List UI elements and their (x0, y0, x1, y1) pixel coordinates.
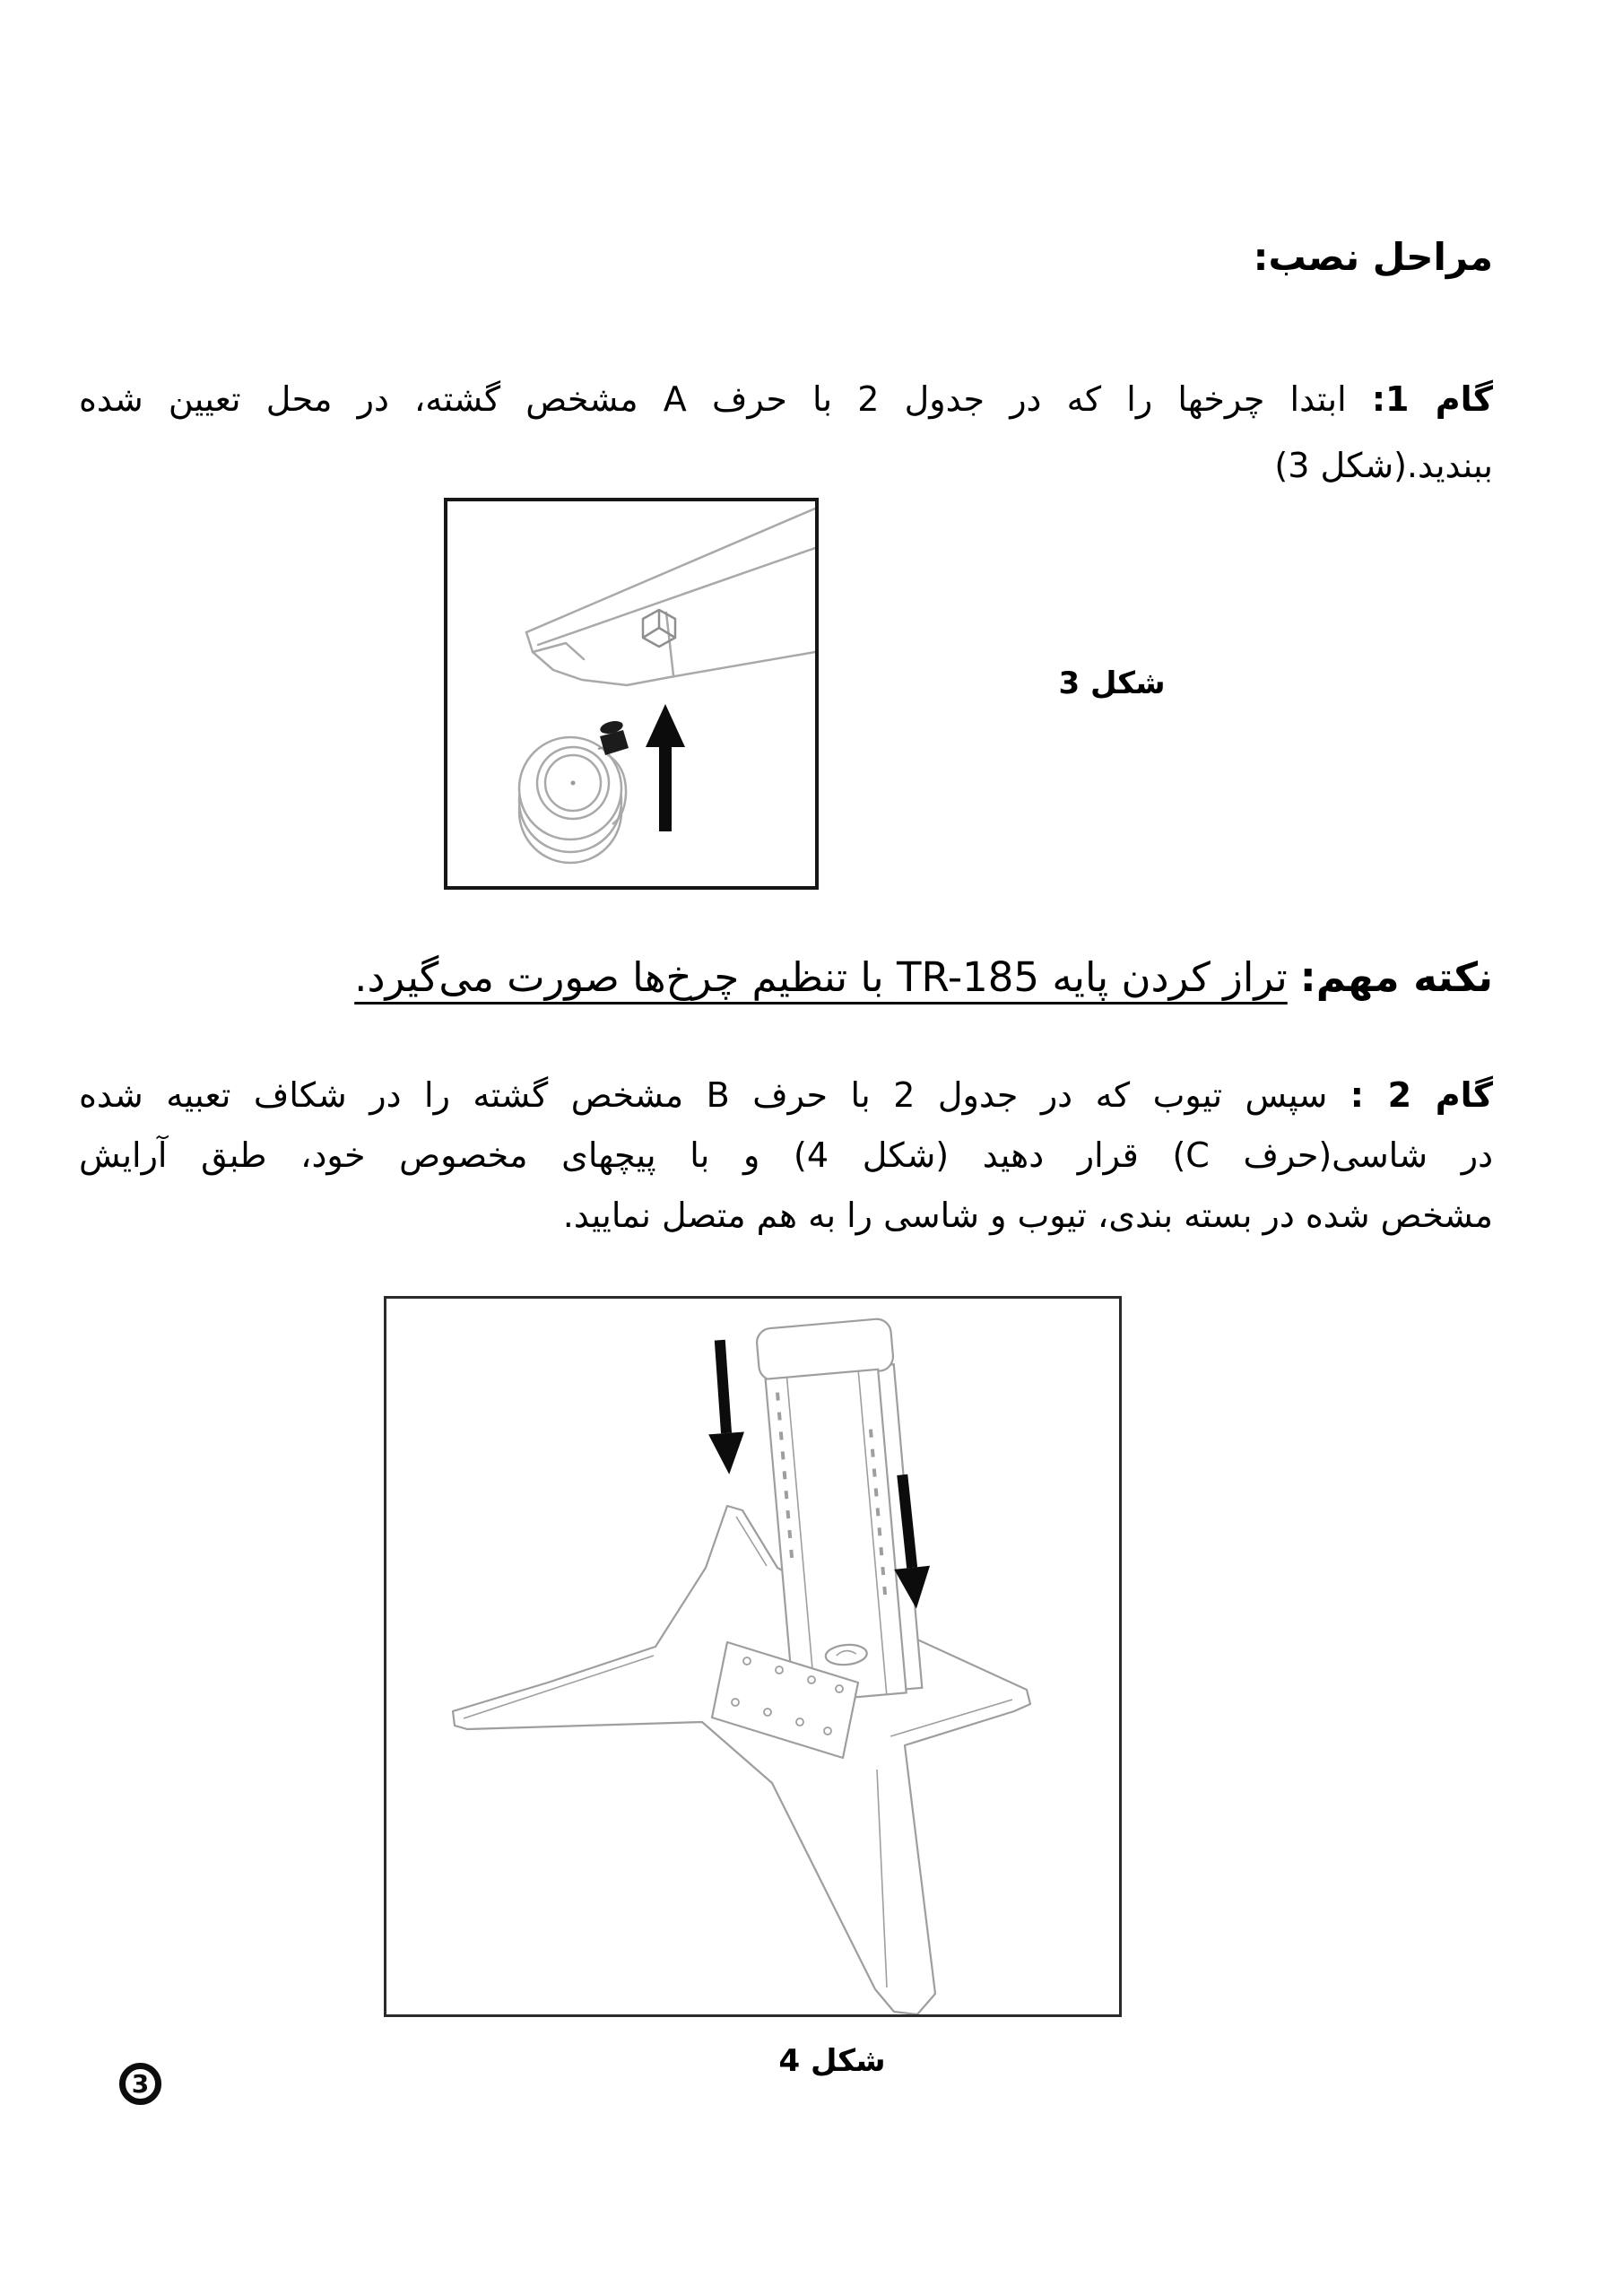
up-arrow-icon (646, 704, 685, 831)
hex-hole-icon (643, 610, 675, 647)
figure3-box (444, 498, 819, 890)
step1-line1-text: ابتدا چرخها را که در جدول 2 با حرف A مشخص گشته، در محل تعیین شده (79, 379, 1372, 419)
step1-label: گام 1: (1371, 379, 1493, 419)
note-text: تراز کردن پایه TR-185 با تنظیم چرخ‌ها صورت می‌گیرد. (354, 953, 1288, 1001)
figure4-caption: شکل 4 (778, 2043, 886, 2079)
page-number-badge (119, 2063, 161, 2105)
step2-label: گام 2 : (1350, 1075, 1493, 1115)
note-label: نکته مهم: (1299, 953, 1493, 1001)
figure4-drawing (386, 1299, 1119, 2014)
page-title: مراحل نصب: (1253, 235, 1493, 279)
step2-line1-text: سپس تیوب که در جدول 2 با حرف B مشخص گشته را در شکاف تعبیه شده (79, 1075, 1350, 1115)
figure3-caption: شکل 3 (1058, 665, 1166, 701)
step2-paragraph (79, 1065, 1493, 1246)
chassis-arm-drawing (526, 509, 815, 685)
caster-wheel-drawing (519, 719, 629, 863)
step2-line2: در شاسی(حرف C) قرار دهید (شکل 4) و با پیچهای مخصوص خود، طبق آرایش (79, 1135, 1494, 1175)
page-number: 3 (131, 2069, 150, 2099)
figure4-box (384, 1296, 1122, 2017)
step1-line1 (79, 366, 1493, 432)
step1-line2: ببندید.(شکل 3) (1274, 446, 1493, 485)
down-arrow-icon-left (702, 1339, 747, 1475)
step2-line1 (79, 1065, 1493, 1126)
cross-base-drawing (453, 1506, 1030, 2014)
important-note (79, 945, 1493, 1010)
step1-paragraph (79, 366, 1493, 499)
step2-line3: مشخص شده در بسته بندی، تیوب و شاسی را به هم متصل نمایید. (562, 1196, 1493, 1235)
figure3-drawing (447, 501, 815, 886)
